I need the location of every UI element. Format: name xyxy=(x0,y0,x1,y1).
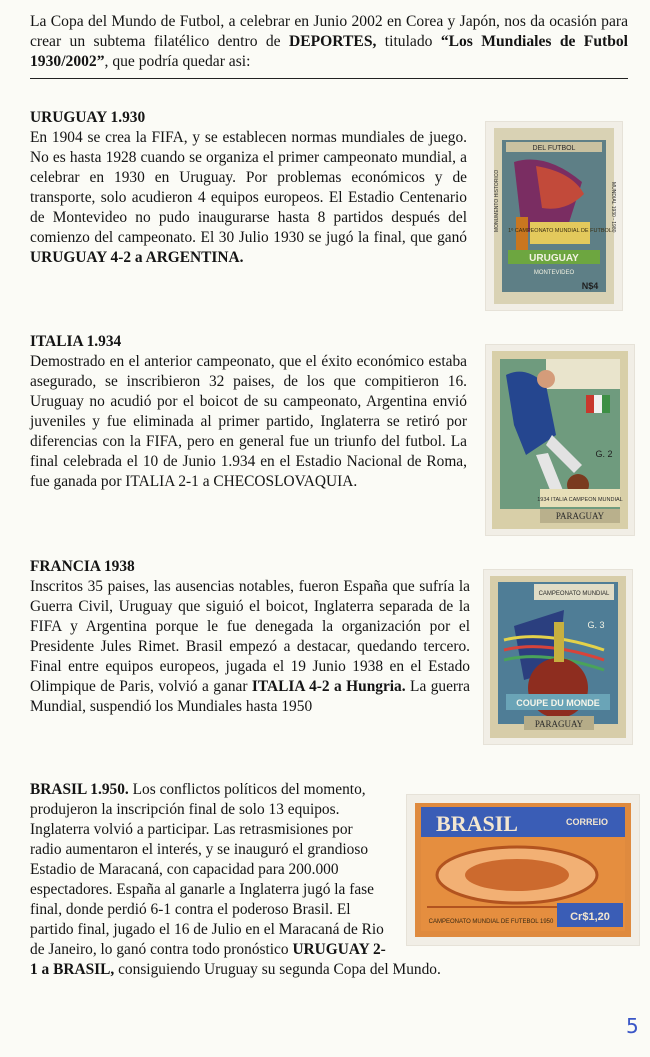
uruguay-stamp-top-text: DEL FUTBOL xyxy=(532,145,576,152)
uruguay-stamp-country: URUGUAY xyxy=(529,253,579,264)
intro-paragraph xyxy=(30,12,628,72)
stamp-francia-1938 xyxy=(484,570,632,744)
francia-stamp-top-text: CAMPEONATO MUNDIAL xyxy=(538,591,610,597)
section-text-end: La guerra Mundial, suspendió los Mundiales hasta 1950 xyxy=(30,678,471,715)
italia-stamp-country: PARAGUAY xyxy=(555,511,605,521)
section-body xyxy=(30,577,470,717)
section-body xyxy=(30,128,467,268)
section-heading: BRASIL 1.950. xyxy=(30,781,129,798)
section-heading: URUGUAY 1.930 xyxy=(30,109,146,126)
uruguay-stamp-value: N$4 xyxy=(581,281,599,291)
stamp-brasil-1950 xyxy=(407,795,639,945)
italia-stamp-caption: 1934 ITALIA CAMPEON MUNDIAL xyxy=(537,497,623,503)
page-number: 5 xyxy=(626,1014,639,1038)
intro-text-3: , que podría quedar asi: xyxy=(104,53,251,70)
section-francia-1938 xyxy=(30,557,470,717)
intro-divider xyxy=(30,78,628,79)
brasil-stamp-post: CORREIO xyxy=(565,817,609,827)
uruguay-stamp-mid-text: 1º CAMPEONATO MUNDIAL DE FUTBOL xyxy=(508,228,612,234)
uruguay-stamp-side-right: MUNDIAL 1930 - 1980 xyxy=(610,182,616,233)
section-text: Los conflictos políticos del momento, produjeron la inscripción final de solo 13 equipos. Inglaterra volvió a participar. Las retrasmisiones por radio aumentaron el interés, y se inauguró el grandioso Estadio de Maracaná, con capacidad para 200.000 espectadores. España al ganarle a Inglaterra jugó la fase final, donde perdió 6-1 contra el poderoso Brasil. El partido final, jugado el 16 de Julio en el Maracaná de Rio de Janeiro, lo ganó contra todo pronóstico xyxy=(30,781,384,958)
uruguay-stamp-city: MONTEVIDEO xyxy=(533,270,575,276)
francia-stamp-mid: COUPE DU MONDE xyxy=(516,698,600,708)
section-result: ITALIA 4-2 a Hungria. xyxy=(251,678,406,695)
section-heading: FRANCIA 1938 xyxy=(30,558,135,575)
section-heading: ITALIA 1.934 xyxy=(30,333,122,350)
intro-text-1: La Copa del Mundo de Futbol, a celebrar en Junio 2002 en Corea y Japón, nos da ocasión para crear un subtema filatélico dentro de xyxy=(30,13,628,50)
section-result: URUGUAY 2-1 a BRASIL, xyxy=(30,941,386,978)
francia-stamp-value: G. 3 xyxy=(587,620,605,630)
section-result: URUGUAY 4-2 a ARGENTINA. xyxy=(30,249,244,266)
brasil-stamp-caption: CAMPEONATO MUNDIAL DE FUTEBOL 1950 xyxy=(428,919,554,925)
section-text: En 1904 se crea la FIFA, y se establecen normas mundiales de juego. No es hasta 1928 cuando se organiza el primer campeonato mundial, a celebrar en 1930 en Uruguay. Por problemas económicos y de transporte, solo acudieron 4 equipos europeos. El Estadio Centenario de Montevideo no pudo inaugurarse hasta 8 partidos después del comienzo del campeonato. El 30 Julio 1930 se jugó la final, que ganó xyxy=(30,129,467,246)
intro-bold-deportes: DEPORTES, xyxy=(288,33,377,50)
section-text: Inscritos 35 paises, las ausencias notables, fueron España que sufría la Guerra Civil, Uruguay que siguió el boicot, Inglaterra separada de la FIFA y Argentina porque le fue denegada la organización por el Presidente Jules Rimet. Brasil empezó a destacar, quedando tercero. Final entre equipos europeos, jugada el 19 Junio 1938 en el Estado Olimpique de Paris, volvió a ganar xyxy=(30,578,470,695)
brasil-stamp-country: BRASIL xyxy=(436,811,518,836)
stamp-uruguay-1930 xyxy=(486,122,622,310)
francia-stamp-country: PARAGUAY xyxy=(534,719,584,729)
section-body: Demostrado en el anterior campeonato, que el éxito económico estaba asegurado, se inscribieron 32 paises, de los que compitieron 16. Uruguay no acudió por el boicot de su campeonato, Argentina envió juveniles y fue eliminada al primer partido, Inglaterra se retiró por diferencias con la FIFA, pero en general fue un triunfo del futbol. La final celebrada el 10 de Junio 1.934 en el Estadio Nacional de Roma, fue ganada por ITALIA 2-1 a CHECOSLOVAQUIA. xyxy=(30,353,467,490)
italia-stamp-value: G. 2 xyxy=(595,449,613,459)
section-text-end: consiguiendo Uruguay su segunda Copa del Mundo. xyxy=(114,961,441,978)
stamp-italia-1934 xyxy=(486,345,634,535)
uruguay-stamp-side-left: MONUMENTO HISTORICO xyxy=(494,169,500,232)
brasil-stamp-value: Cr$1,20 xyxy=(570,911,610,923)
section-uruguay-1930 xyxy=(30,108,467,268)
section-italia-1934 xyxy=(30,332,467,492)
intro-bold-title: “Los Mundiales de Futbol 1930/2002” xyxy=(30,33,628,70)
intro-text-2: titulado xyxy=(376,33,441,50)
